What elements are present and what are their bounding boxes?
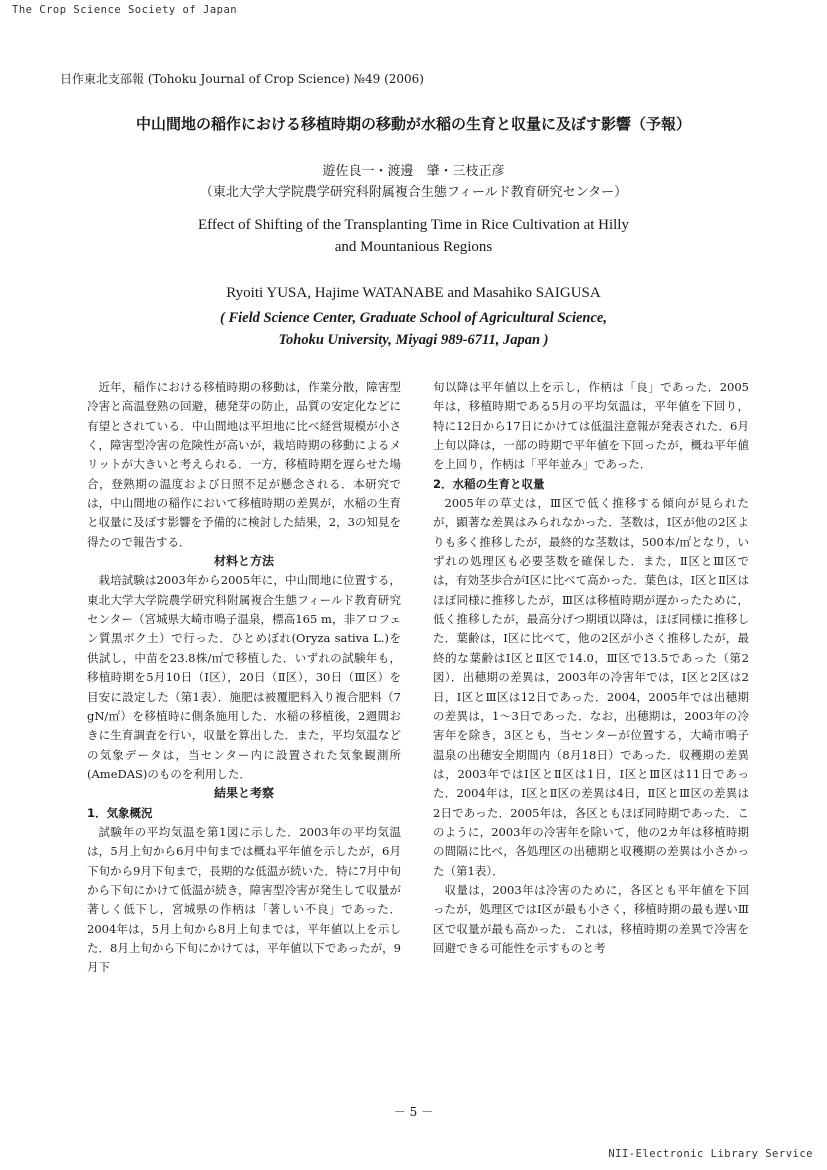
affiliation-english-line-2: Tohoku University, Miyagi 989-6711, Japan ) <box>278 332 549 348</box>
methods-paragraph: 栽培試験は2003年から2005年に，中山間地に位置する，東北大学大学院農学研究科附属複合生態フィールド教育研究センター（宮城県大崎市鳴子温泉，標高165 m，非アロフェン質黒ボク土）で行った．ひとめぼれ(Oryza sativa L.)を供試し，中苗を23.8株/㎡で移植した．いずれの試験年も，移植時期を5月10日（Ⅰ区），20日（Ⅱ区），30日（Ⅲ区）を目安に設定した（第1表）．施肥は被覆肥料入り複合肥料（7 gN/㎡）を移植時に側条施用した．水稲の移植後，2週間おきに生育調査を行い，収量を算出した．また，平均気温などの気象データは，当センター内に設置された気象観測所(AmeDAS)のものを利用した． <box>87 573 401 781</box>
title-english <box>100 214 727 258</box>
body-column-right <box>433 378 749 958</box>
results-heading: 結果と考察 <box>213 786 274 801</box>
intro-paragraph: 近年，稲作における移植時期の移動は，作業分散，障害型冷害と高温登熟の回避，穂発芽の防止，品質の安定化などに有望とされている．中山間地は平坦地に比べ経営規模が小さく，障害型冷害の危険性が高いが，栽培時期の移動によるメリットが大きいと考えられる．一方，移植時期を遅らせた場合，登熟期の温度および日照不足が懸念される．本研究では，中山間地の稲作において移植時期の差異が，水稲の生育と収量に及ぼす影響を予備的に検討した結果，2，3の知見を得たので報告する． <box>87 380 401 549</box>
title-english-line-2: and Mountanious Regions <box>334 239 493 255</box>
page-number: － 5 － <box>393 1105 434 1119</box>
affiliation-japanese: （東北大学大学院農学研究科附属複合生態フィールド教育研究センター） <box>199 185 628 200</box>
affiliation-english-line-1: ( Field Science Center, Graduate School of Agricultural Science, <box>220 310 607 326</box>
journal-citation: 日作東北支部報 (Tohoku Journal of Crop Science) №49 (2006) <box>60 72 424 86</box>
society-watermark: The Crop Science Society of Japan <box>12 4 238 16</box>
yield-paragraph: 収量は，2003年は冷害のために，各区とも平年値を下回ったが，処理区ではⅠ区が最も小さく，移植時期の最も遅いⅢ区で収量が最も高かった．これは，移植時期の差異で冷害を回避できる可能性を示すものと考 <box>433 882 749 955</box>
title-japanese: 中山間地の稲作における移植時期の移動が水稲の生育と収量に及ぼす影響（予報） <box>135 115 691 133</box>
methods-heading: 材料と方法 <box>213 554 274 569</box>
weather-heading: 1．気象概況 <box>87 805 153 820</box>
affiliation-english <box>150 307 677 351</box>
authors-english: Ryoiti YUSA, Hajime WATANABE and Masahiko SAIGUSA <box>226 285 601 301</box>
weather-paragraph: 試験年の平均気温を第1図に示した．2003年の平均気温は，5月上旬から6月中旬までは概ね平年値を示したが，6月下旬から9月下旬まで，長期的な低温が続いた．特に7月中旬から下旬にかけて低温が続き，障害型冷害が発生して収量が著しく低下し，宮城県の作柄は「著しい不良」であった．2004年は，5月上旬から8月上旬までは，平年値以上を示した．8月上旬から下旬にかけては，平年値以下であったが，9月下 <box>87 824 401 975</box>
growth-heading: 2．水稲の生育と収量 <box>433 476 545 491</box>
growth-paragraph: 2005年の草丈は，Ⅲ区で低く推移する傾向が見られたが，顕著な差異はみられなかった．茎数は，Ⅰ区が他の2区よりも多く推移したが，最終的な茎数は，500本/㎡となり，いずれの処理区も必要茎数を確保した．また，Ⅱ区とⅢ区では，有効茎歩合がⅠ区に比べて高かった．葉色は，Ⅰ区とⅡ区はほぼ同様に推移したが，Ⅲ区は移植時期が遅かったために，低く推移したが，最高分げつ期頃以降は，ほぼ同様に推移した．葉齢は，Ⅰ区に比べて，他の2区が小さく推移したが，最終的な葉齢はⅠ区とⅡ区で14.0，Ⅲ区で13.5であった（第2図）．出穂期の差異は，2003年の冷害年では，Ⅰ区と2区は2日，Ⅰ区とⅢ区は12日であった．2004，2005年では出穂期の差異は，1～3日であった．なお，出穂期は，2003年の冷害年を除き，3区とも，当センターが位置する，大崎市鳴子温泉の出穂安全期間内（8月18日）であった．収穫期の差異は，2003年ではⅠ区とⅡ区は1日，Ⅰ区とⅢ区は11日であった．2004年は，Ⅰ区とⅡ区の差異は4日，Ⅱ区とⅢ区の差異は2日であった．2005年は，各区ともほぼ同時期であった．このように，2003年の冷害年を除いて，他の2カ年は移植時期の間隔に比べ，各処理区の出穂期と収穫期の差異は小さかった（第1表）． <box>433 496 749 878</box>
title-english-line-1: Effect of Shifting of the Transplanting Time in Rice Cultivation at Hilly <box>198 217 629 233</box>
authors-japanese: 遊佐良一・渡邊 肇・三枝正彦 <box>322 164 505 179</box>
nii-watermark: NII-Electronic Library Service <box>608 1148 813 1160</box>
weather-paragraph-continued: 旬以降は平年値以上を示し，作柄は「良」であった．2005年は，移植時期である5月の平均気温は，平年値を下回り，特に12日から17日にかけては低温注意報が発表された．6月上旬以降は，一部の時期で平年値を下回ったが，概ね平年値を上回り，作柄は「平年並み」であった． <box>433 380 749 472</box>
body-column-left <box>87 378 401 978</box>
